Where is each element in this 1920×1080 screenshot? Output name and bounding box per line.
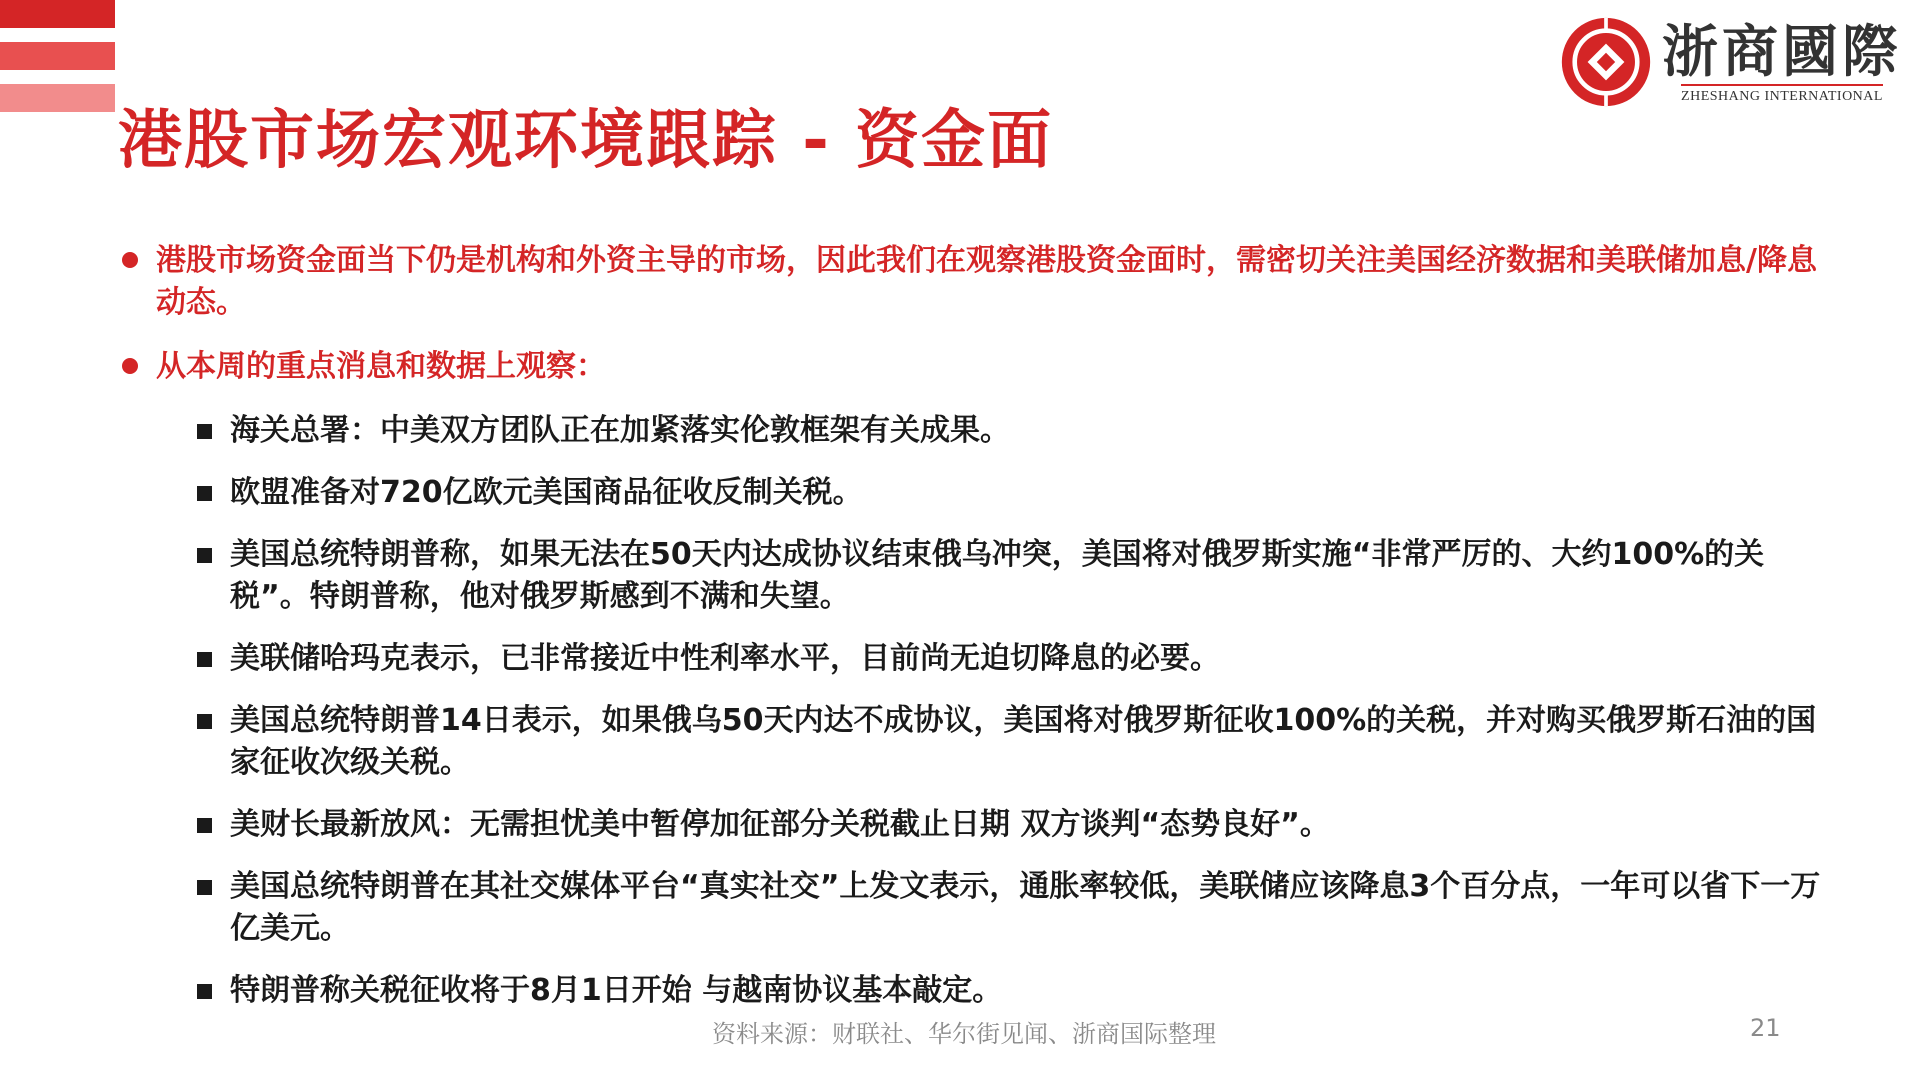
sub-bullet-item bbox=[195, 638, 1830, 680]
sub-bullet-item bbox=[195, 700, 1830, 784]
bullet-text: 港股市场资金面当下仍是机构和外资主导的市场，因此我们在观察港股资金面时，需密切关注美国经济数据和美联储加息/降息动态。 bbox=[156, 243, 1817, 320]
sub-bullet-item bbox=[195, 866, 1830, 950]
sub-bullet-item bbox=[195, 534, 1830, 618]
sub-bullet-item bbox=[195, 970, 1830, 1012]
sub-bullet-item bbox=[195, 472, 1830, 514]
sub-bullet-text: 海关总署：中美双方团队正在加紧落实伦敦框架有关成果。 bbox=[230, 413, 1010, 448]
bullet-dot-icon bbox=[122, 252, 138, 268]
company-logo bbox=[1560, 16, 1902, 108]
square-bullet-icon bbox=[197, 818, 212, 833]
square-bullet-icon bbox=[197, 984, 212, 999]
square-bullet-icon bbox=[197, 714, 212, 729]
bullet-text: 从本周的重点消息和数据上观察： bbox=[156, 349, 606, 384]
sub-bullet-list bbox=[195, 410, 1830, 1012]
header-stripe-middle bbox=[0, 42, 115, 70]
sub-bullet-text: 美国总统特朗普称，如果无法在50天内达成协议结束俄乌冲突，美国将对俄罗斯实施“非常严厉的、大约100%的关税”。特朗普称，他对俄罗斯感到不满和失望。 bbox=[230, 537, 1765, 614]
slide-content bbox=[120, 240, 1830, 1032]
sub-bullet-text: 特朗普称关税征收将于8月1日开始 与越南协议基本敲定。 bbox=[230, 973, 1003, 1008]
square-bullet-icon bbox=[197, 548, 212, 563]
logo-text bbox=[1662, 20, 1902, 105]
square-bullet-icon bbox=[197, 424, 212, 439]
sub-bullet-item bbox=[195, 410, 1830, 452]
page-number: 21 bbox=[1750, 1014, 1781, 1042]
bullet-item bbox=[120, 240, 1830, 324]
header-stripe-top bbox=[0, 0, 115, 28]
sub-bullet-text: 美财长最新放风：无需担忧美中暂停加征部分关税截止日期 双方谈判“态势良好”。 bbox=[230, 807, 1330, 842]
sub-bullet-text: 欧盟准备对720亿欧元美国商品征收反制关税。 bbox=[230, 475, 863, 510]
source-note: 资料来源：财联社、华尔街见闻、浙商国际整理 bbox=[712, 1020, 1216, 1048]
bullet-item bbox=[120, 346, 1830, 388]
sub-bullet-text: 美国总统特朗普14日表示，如果俄乌50天内达不成协议，美国将对俄罗斯征收100%的关税，并对购买俄罗斯石油的国家征收次级关税。 bbox=[230, 703, 1817, 780]
square-bullet-icon bbox=[197, 486, 212, 501]
zheshang-logo-icon bbox=[1560, 16, 1652, 108]
logo-name-en: ZHESHANG INTERNATIONAL bbox=[1681, 84, 1883, 105]
square-bullet-icon bbox=[197, 880, 212, 895]
sub-bullet-item bbox=[195, 804, 1830, 846]
sub-bullet-text: 美联储哈玛克表示，已非常接近中性利率水平，目前尚无迫切降息的必要。 bbox=[230, 641, 1220, 676]
square-bullet-icon bbox=[197, 652, 212, 667]
sub-bullet-text: 美国总统特朗普在其社交媒体平台“真实社交”上发文表示，通胀率较低，美联储应该降息3个百分点，一年可以省下一万亿美元。 bbox=[230, 869, 1821, 946]
logo-name-cn: 浙商國際 bbox=[1662, 18, 1902, 85]
slide-title: 港股市场宏观环境跟踪 - 资金面 bbox=[118, 104, 1054, 178]
bullet-dot-icon bbox=[122, 358, 138, 374]
header-stripe-bottom bbox=[0, 84, 115, 112]
